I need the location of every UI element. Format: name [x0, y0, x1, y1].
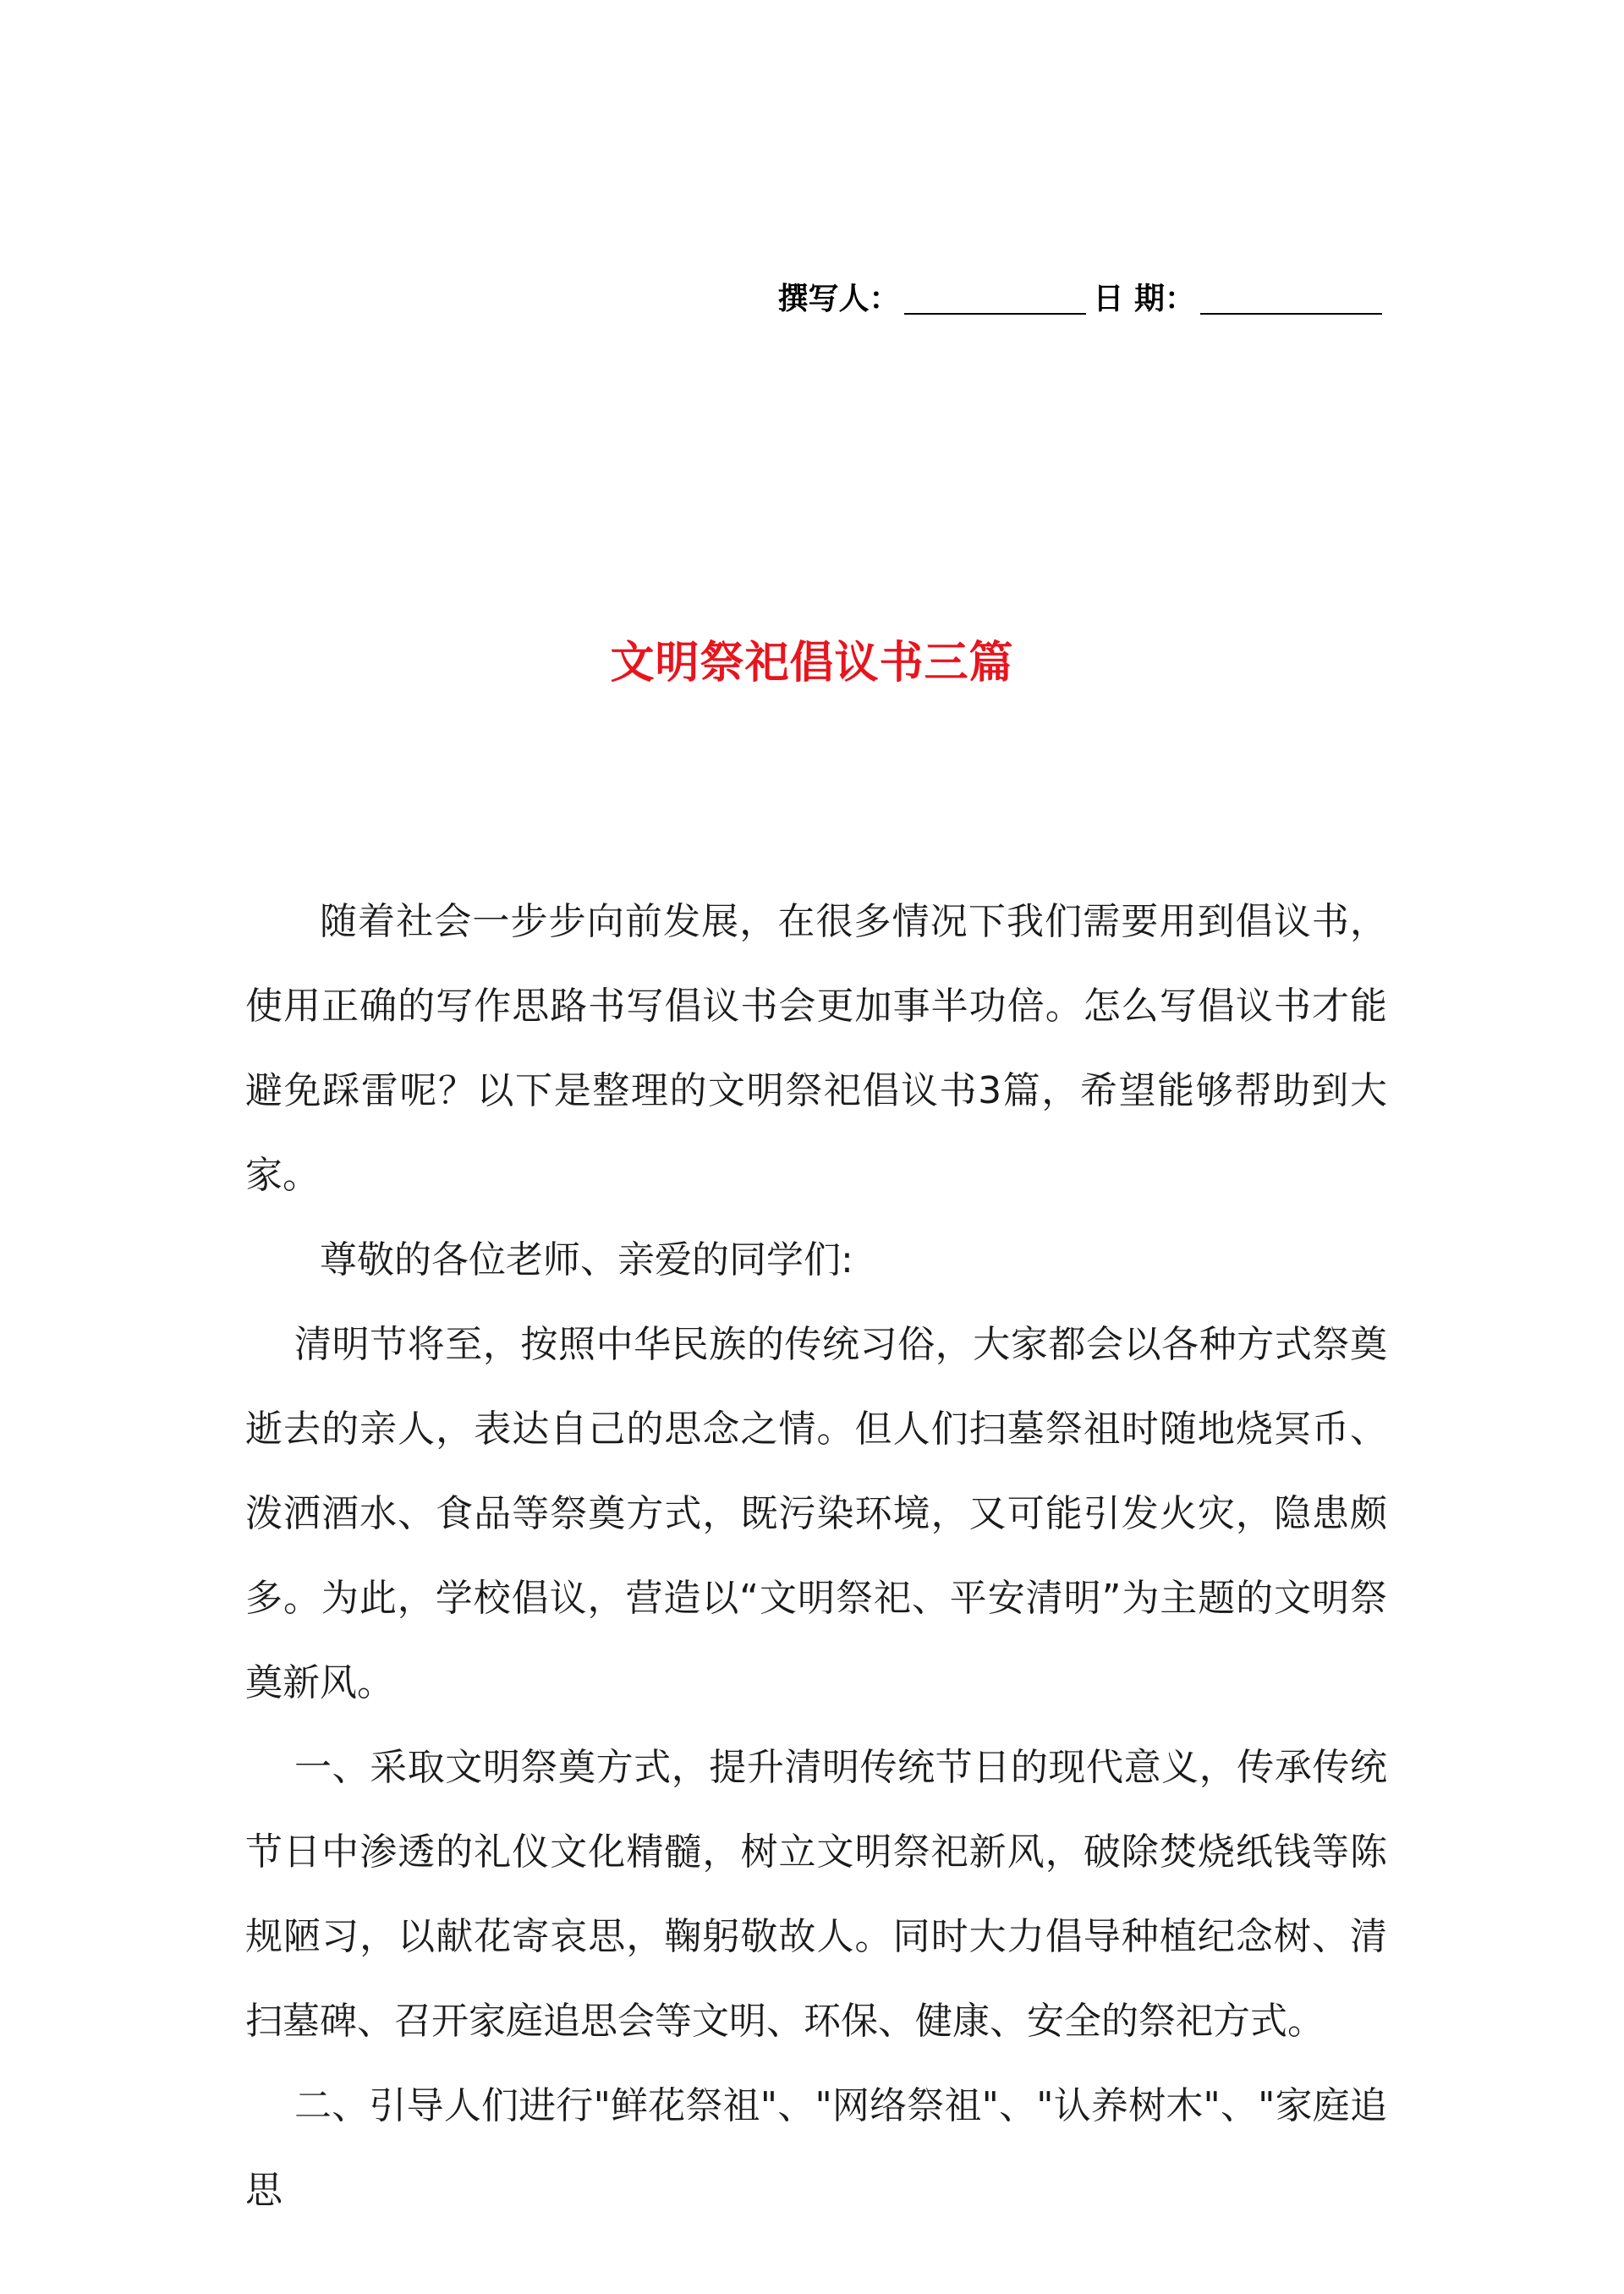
body-paragraph-3: 二、引导人们进行"鲜花祭祖"、"网络祭祖"、"认养树木"、"家庭追思 [245, 2084, 1387, 2212]
body-paragraph-2: 一、采取文明祭奠方式，提升清明传统节日的现代意义，传承传统节日中渗透的礼仪文化精髓，树立文明祭祀新风，破除焚烧纸钱等陈规陋习，以献花寄哀思，鞠躬敬故人。同时大力倡导种植纪念树、清扫墓碑、召开家庭追思会等文明、环保、健康、安全的祭祀方式。 [245, 1746, 1387, 2043]
salutation-paragraph: 尊敬的各位老师、亲爱的同学们: [320, 1238, 853, 1281]
writer-label: 撰写人： [777, 282, 900, 316]
document-body [245, 880, 1387, 2233]
date-label: 日 期： [1093, 282, 1195, 316]
writer-date-line [777, 281, 1387, 318]
body-paragraph-1: 清明节将至，按照中华民族的传统习俗，大家都会以各种方式祭奠逝去的亲人，表达自己的思念之情。但人们扫墓祭祖时随地烧冥币、泼洒酒水、食品等祭奠方式，既污染环境，又可能引发火灾，隐患颇多。为此，学校倡议，营造以“文明祭祀、平安清明”为主题的文明祭奠新风。 [245, 1323, 1387, 1704]
date-blank-field [1200, 284, 1382, 315]
document-title: 文明祭祀倡议书三篇 [610, 638, 1014, 689]
writer-blank-field [904, 284, 1086, 315]
intro-paragraph: 随着社会一步步向前发展，在很多情况下我们需要用到倡议书，使用正确的写作思路书写倡议书会更加事半功倍。怎么写倡议书才能避免踩雷呢？以下是整理的文明祭祀倡议书3篇，希望能够帮助到大家。 [245, 900, 1387, 1197]
